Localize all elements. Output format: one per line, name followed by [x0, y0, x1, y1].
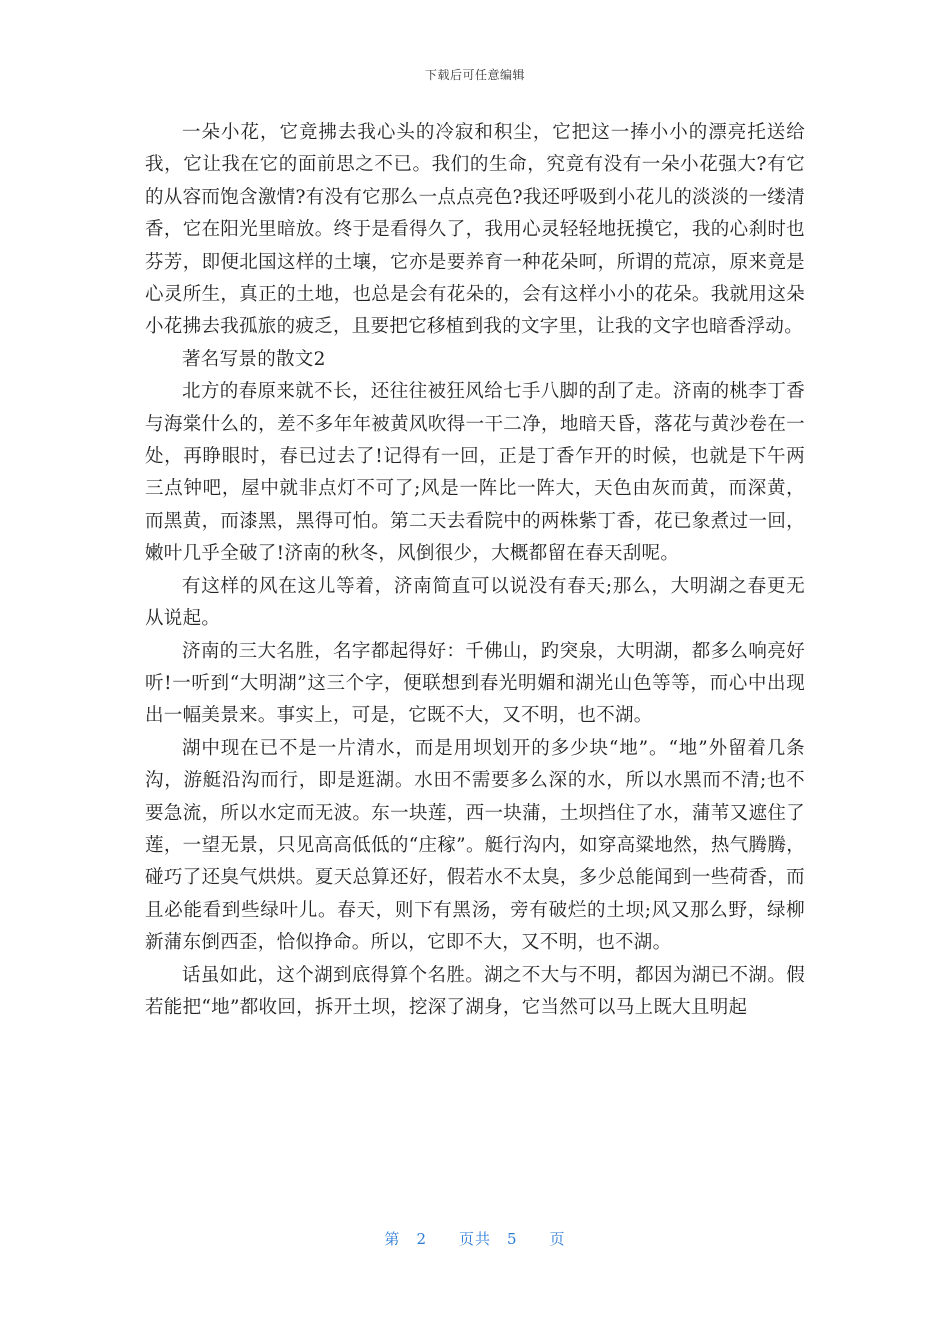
- footer-suffix: 页: [549, 1230, 566, 1248]
- footer-prefix: 第: [384, 1230, 401, 1248]
- paragraph: 话虽如此，这个湖到底得算个名胜。湖之不大与不明，都因为湖已不湖。假若能把“地”都收回，拆开土坝，挖深了湖身，它当然可以马上既大且明起: [145, 964, 805, 1018]
- paragraph: 一朵小花，它竟拂去我心头的冷寂和积尘，它把这一捧小小的漂亮托送给我，它让我在它的面前思之不已。我们的生命，究竟有没有一朵小花强大?有它的从容而饱含激情?有没有它那么一点点亮色?我还呼吸到小花儿的淡淡的一缕清香，它在阳光里暗放。终于是看得久了，我用心灵轻轻地抚摸它，我的心刹时也芬芳，即便北国这样的土壤，它亦是要养育一种花朵呵，所谓的荒凉，原来竟是心灵所生，真正的土地，也总是会有花朵的，会有这样小小的花朵。我就用这朵小花拂去我孤旅的疲乏，且要把它移植到我的文字里，让我的文字也暗香浮动。: [145, 122, 805, 338]
- total-pages-number: 5: [507, 1230, 518, 1248]
- paragraph: 湖中现在已不是一片清水，而是用坝划开的多少块“地”。“地”外留着几条沟，游艇沿沟而行，即是逛湖。水田不需要多么深的水，所以水黑而不清;也不要急流，所以水定而无波。东一块莲，西一块蒲，土坝挡住了水，蒲苇又遮住了莲，一望无景，只见高高低低的“庄稼”。艇行沟内，如穿高粱地然，热气腾腾，碰巧了还臭气烘烘。夏天总算还好，假若水不太臭，多少总能闻到一些荷香，而且必能看到些绿叶儿。春天，则下有黑汤，旁有破烂的土坝;风又那么野，绿柳新蒲东倒西歪，恰似挣命。所以，它即不大，又不明，也不湖。: [145, 737, 805, 954]
- paragraph: 有这样的风在这儿等着，济南简直可以说没有春天;那么，大明湖之春更无从说起。: [145, 575, 805, 630]
- paragraph: 济南的三大名胜，名字都起得好：千佛山，趵突泉，大明湖，都多么响亮好听!一听到“大明湖”这三个字，便联想到春光明媚和湖光山色等等，而心中出现出一幅美景来。事实上，可是，它既不大，又不明，也不湖。: [145, 640, 805, 727]
- page-header: 下载后可任意编辑: [424, 68, 525, 82]
- page-footer: [0, 1228, 950, 1249]
- current-page-number: 2: [416, 1230, 427, 1248]
- paragraph: 北方的春原来就不长，还往往被狂风给七手八脚的刮了走。济南的桃李丁香与海棠什么的，差不多年年被黄风吹得一干二净，地暗天昏，落花与黄沙卷在一处，再睁眼时，春已过去了!记得有一回，正是丁香乍开的时候，也就是下午两三点钟吧，屋中就非点灯不可了;风是一阵比一阵大，天色由灰而黄，而深黄，而黑黄，而漆黑，黑得可怕。第二天去看院中的两株紫丁香，花已象煮过一回，嫩叶几乎全破了!济南的秋冬，风倒很少，大概都留在春天刮呢。: [145, 381, 805, 565]
- footer-middle: 页共: [458, 1230, 491, 1248]
- document-body: [145, 117, 805, 1024]
- section-heading: 著名写景的散文2: [182, 348, 326, 370]
